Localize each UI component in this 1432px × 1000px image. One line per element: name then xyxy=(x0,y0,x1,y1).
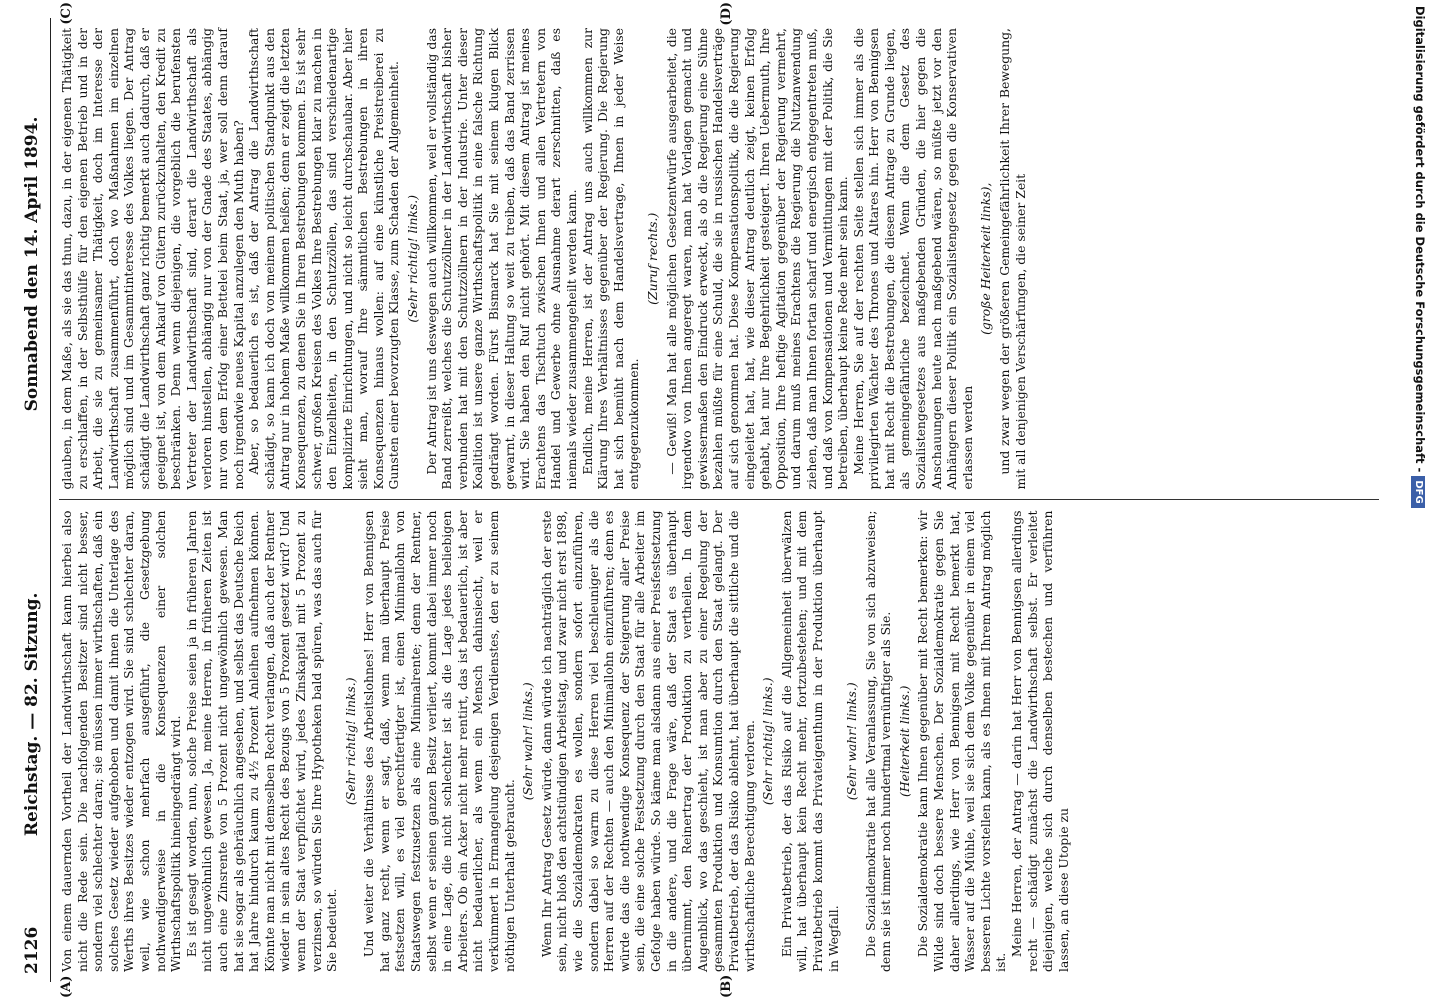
left-column-paragraph: Von einem dauernden Vortheil der Landwirthschaft kann hierbei also nicht die Rede sein. Die nachfolgenden Besitzer sind nicht besser, sondern viel schlechter daran; sie müssen immer wirthschaften, daß ein solches Gesetz wieder aufgehoben und damit ihnen die Unterlage des Werths ihres Besitzes wieder entzogen wird. Sie sind schlechter daran, weil, wie schon mehrfach ausgeführt, die Gesetzgebung nothwendigerweise in die Konsequenzen einer solchen Wirthschaftspolitik hineingedrängt wird. xyxy=(59,510,184,972)
right-column-paragraph: Der Antrag ist uns deswegen auch willkommen, weil er vollständig das Band zerreißt, welches die Schutzzöllner in der Landwirthschaft bisher verbunden hat mit den Schutzzöllnern in der Industrie. Unter dieser Koalition ist unsere ganze Wirthschaftspolitik in eine falsche Richtung gedrängt worden. Fürst Bismarck hat Sie mit seinem klugen Blick gewarnt, in dieser Haltung so weit zu treiben, daß das Band zerrissen wird. Sie haben den Ruf nicht gehört. Mit diesem Antrag ist meines Erachtens das Tischtuch zwischen Ihnen und allen Vertretern von Handel und Gewerbe ohne Ausnahme derart zerschnitten, daß es niemals wieder zusammengeheilt werden kann. xyxy=(423,28,579,490)
left-column-paragraph: Es ist gesagt worden, nun, solche Preise seien ja in früheren Jahren nicht ungewöhnlich gewesen. Ja, meine Herren, in früheren Zeiten ist auch eine Zinsrente von 5 Prozent nicht ungewöhnlich gewesen. Man hat sie sogar als gebräuchlich angesehen, und selbst das Deutsche Reich hat Jahre hindurch kaum zu 4½ Prozent Anleihen aufnehmen können. Könnte man nicht mit demselben Recht verlangen, daß auch der Rentner wieder in sein altes Recht des Bezugs von 5 Prozent gesetzt wird? Und wenn der Staat verpflichtet wird, jedes Zinskapital mit 5 Prozent zu verzinsen, so würden Sie Ihre Hypotheken bald spüren, was das auch für Sie bedeutet. xyxy=(183,510,340,972)
right-column-interjection: (Sehr richtig! links.) xyxy=(405,194,421,323)
digitization-note: Digitalisierung gefördert durch die Deutsche Forschungsgemeinschaft - xyxy=(1413,6,1427,473)
left-column-interjection: (Sehr wahr! links.) xyxy=(520,682,536,801)
right-column-paragraph: Meine Herren, Sie auf der rechten Seite stellen sich immer als die privilegirten Wächter des Thrones und Altares hin. Herr von Bennigsen hat mit Recht die Bestrebungen, die diesem Antrage zu Grunde liegen, als gemeingefährliche bezeichnet. Wenn die dem Gesetz des Sozialistengesetzes aus maßgebenden Gründen, die hier gegen die Anschauungen heute nach maßgebend wären, so müßte jetzt vor den Anhängern dieser Politik ein Sozialistengesetz gegen die Konservativen erlassen werden xyxy=(850,28,975,490)
right-column-paragraph: und zwar wegen der größeren Gemeingefährlichkeit Ihrer Bewegung, mit all denjenigen Verschärfungen, die seiner Zeit xyxy=(997,28,1028,490)
header-right-title: Sonnabend den 14. April 1894. xyxy=(22,116,42,412)
right-column-interjection: (Zuruf rechts.) xyxy=(644,212,660,305)
right-column-paragraph: Endlich, meine Herren, ist der Antrag uns auch willkommen zur Klärung Ihres Verhältnisses gegenüber der Regierung. Die Regierung hat sich bemüht nach dem Handelsvertrage, Ihnen in jeder Weise entgegenzukommen. xyxy=(579,28,642,490)
left-column-paragraph: Meine Herren, der Antrag — darin hat Herr von Bennigsen allerdings recht — schädigt zunächst die Landwirthschaft selbst. Er verleitet diejenigen, welche sich durch denselben bestechen und verführen lassen, an diese Utopie zu xyxy=(1009,510,1071,972)
dfg-logo: DFG xyxy=(1411,476,1425,507)
margin-mark-a: (A) xyxy=(59,975,74,998)
left-column-interjection: (Sehr richtig! links.) xyxy=(760,677,776,806)
header-left-title: Reichstag. — 82. Sitzung. xyxy=(22,592,42,837)
left-column-paragraph: Die Sozialdemokratie hat alle Veranlassung, Sie von sich abzuweisen; denn sie ist immer noch hundertmal vernünftiger als Sie. xyxy=(862,510,894,972)
column-divider xyxy=(59,500,1379,501)
left-column-paragraph: Ein Privatbetrieb, der das Risiko auf die Allgemeinheit überwälzen will, hat überhaupt kein Recht mehr, fortzubestehen; und mit dem Privatbetrieb kommt das Privateigenthum in der Produktion überhaupt in Wegfall. xyxy=(778,510,841,972)
left-column-paragraph: Und weiter die Verhältnisse des Arbeitslohnes! Herr von Bennigsen hat ganz recht, wenn er sagt, daß, wenn man überhaupt Preise festsetzen will, es viel gerechtfertigter ist, einen Minimallohn von Staatswegen festzusetzen als eine Minimalrente; denn der Rentner, selbst wenn er seinen ganzen Besitz verliert, kommt dabei immer noch in eine Lage, die nicht schlechter ist als die Lage jedes beliebigen Arbeiters. Ob ein Acker nicht mehr rentirt, das ist bedauerlich, ist aber nicht bedauerlicher, als wenn ein Mensch dahinsiecht, weil er verkümmert in Ermangelung desjenigen Verdienstes, den er zu seinem nöthigen Unterhalt gebraucht. xyxy=(361,510,517,972)
page-number: 2126 xyxy=(22,926,42,974)
page-header xyxy=(22,18,51,982)
right-column-interjection: (große Heiterkeit links), xyxy=(978,182,994,335)
left-column-paragraph: Wenn Ihr Antrag Gesetz würde, dann würde ich nachträglich der erste sein, nicht bloß den achtstündigen Arbeitstag, und zwar nicht erst 1898, wie die Sozialdemokraten es wollen, sondern sofort einzuführen, sondern dabei so warm zu diese Herren viel beschleuniger als die Herren auf der Rechten — auch den Minimallohn einzuführen; denn es würde das die nothwendige Konsequenz der Steigerung aller Preise sein, die eine solche Festsetzung durch den Staat für alle Arbeiter im Gefolge haben würde. So käme man alsdann aus einer Preisfestsetzung in die andere, und die Frage wäre, daß der Staat es überhaupt übernimmt, den Reinertrag der Produktion zu vertheilen. In dem Augenblick, wo das geschieht, ist man aber zu einer Regelung der gesammten Produktion und Konsumtion durch den Staat gelangt. Der Privatbetrieb, der das Risiko ablehnt, hat überhaupt die sittliche und die wirthschaftliche Berechtigung verloren. xyxy=(538,510,757,972)
left-column xyxy=(59,501,1379,983)
left-column-paragraph: Die Sozialdemokratie kann Ihnen gegenüber mit Recht bemerken: wir Wilde sind doch bessere Menschen. Der Sozialdemokratie gegen Sie daher allerdings, wie Herr von Bennigsen mit Recht bemerkt hat, Wasser auf die Mühle, weil sie sich dem Volke gegenüber in einem viel besseren Lichte vorstellen kann, als es Ihnen mit Ihrem Antrag möglich ist. xyxy=(915,510,1009,972)
right-column-paragraph: — Gewiß! Man hat alle möglichen Gesetzentwürfe ausgearbeitet, die irgendwo von Ihnen angeregt waren, man hat Vorlagen gemacht und gewissermaßen den Eindruck erweckt, als ob die Regierung eine Sühne bezahlen müßte für eine Schuld, die sie in russischen Handelsverträge auf sich genommen hat. Diese Kompensationspolitik, die die Regierung eingeleitet hat, hat, wie dieser Antrag deutlich zeigt, keinen Erfolg gehabt, hat nur Ihre Begehrlichkeit gesteigert. Ihren Uebermuth, Ihre Opposition, Ihre heftige Agitation gegenüber der Regierung vermehrt, und darum muß meines Erachtens die Regierung die Nutzanwendung ziehen, daß man Ihnen fortan scharf und energisch entgegentreten muß, und daß von Kompensationen und Vermittlungen mit der Politik, die Sie betreiben, überhaupt keine Rede mehr sein kann. xyxy=(663,28,851,490)
left-column-interjection: (Sehr richtig! links.) xyxy=(342,677,358,806)
digitization-strip xyxy=(1410,6,1430,994)
text-columns xyxy=(59,2,1379,998)
right-column-paragraph: glauben, in dem Maße, als sie das thun, dazu, in der eigenen Thätigkeit zu erschlaffen, in der Selbsthülfe für den eigenen Betrieb und in der Arbeit, die sie zu gemeinsamer Thätigkeit, doch im Interesse der Landwirthschaft zusammenführt, doch wo Maßnahmen im einzelnen möglich sind und im Gesammtinteresse des Volkes liegen. Der Antrag schädigt die Landwirthschaft ganz richtig bemerkt auch dadurch, daß er geeignet ist, von dem Ankauf von Gütern zurückzuhalten, den Kredit zu beschränken. Denn wenn diejenigen, die vorgeblich die berufensten Vertreter der Landwirthschaft sind, derart die Landwirthschaft als verloren hinstellen, abhängig nur von der Gnade des Staates, abhängig nur von dem Erfolg einer Bettelei beim Staat, ja, wer soll denn darauf noch irgendwie neues Kapital anzulegen den Muth haben? xyxy=(59,28,246,490)
margin-mark-b: (B) xyxy=(719,974,734,998)
left-column-interjection: (Heiterkeit links.) xyxy=(896,685,912,797)
left-column-interjection: (Sehr wahr! links.) xyxy=(844,682,860,801)
right-column xyxy=(59,18,1379,500)
margin-mark-c: (C) xyxy=(59,2,74,25)
margin-mark-d: (D) xyxy=(719,2,734,26)
right-column-paragraph: Aber, so bedauerlich es ist, daß der Antrag die Landwirthschaft schädigt, so kann ich doch von meinem politischen Standpunkt aus den Antrag nur in hohem Maße willkommen heißen; denn er zeigt die letzten Konsequenzen, zu denen Sie in Ihren Bestrebungen kommen. Es ist sehr schwer, großen Kreisen des Volkes Ihre Bestrebungen klar zu machen in den Einzelheiten, in den Schutzzöllen, das sind verschiedenartige komplizirte Einrichtungen, und nicht so leicht durchschaubar. Aber hier sieht man, worauf Ihre sämmtlichen Bestrebungen in ihren Konsequenzen hinaus wollen: auf eine künstliche Preistreiberei zu Gunsten einer bevorzugten Klasse, zum Schaden der Allgemeinheit. xyxy=(246,28,402,490)
